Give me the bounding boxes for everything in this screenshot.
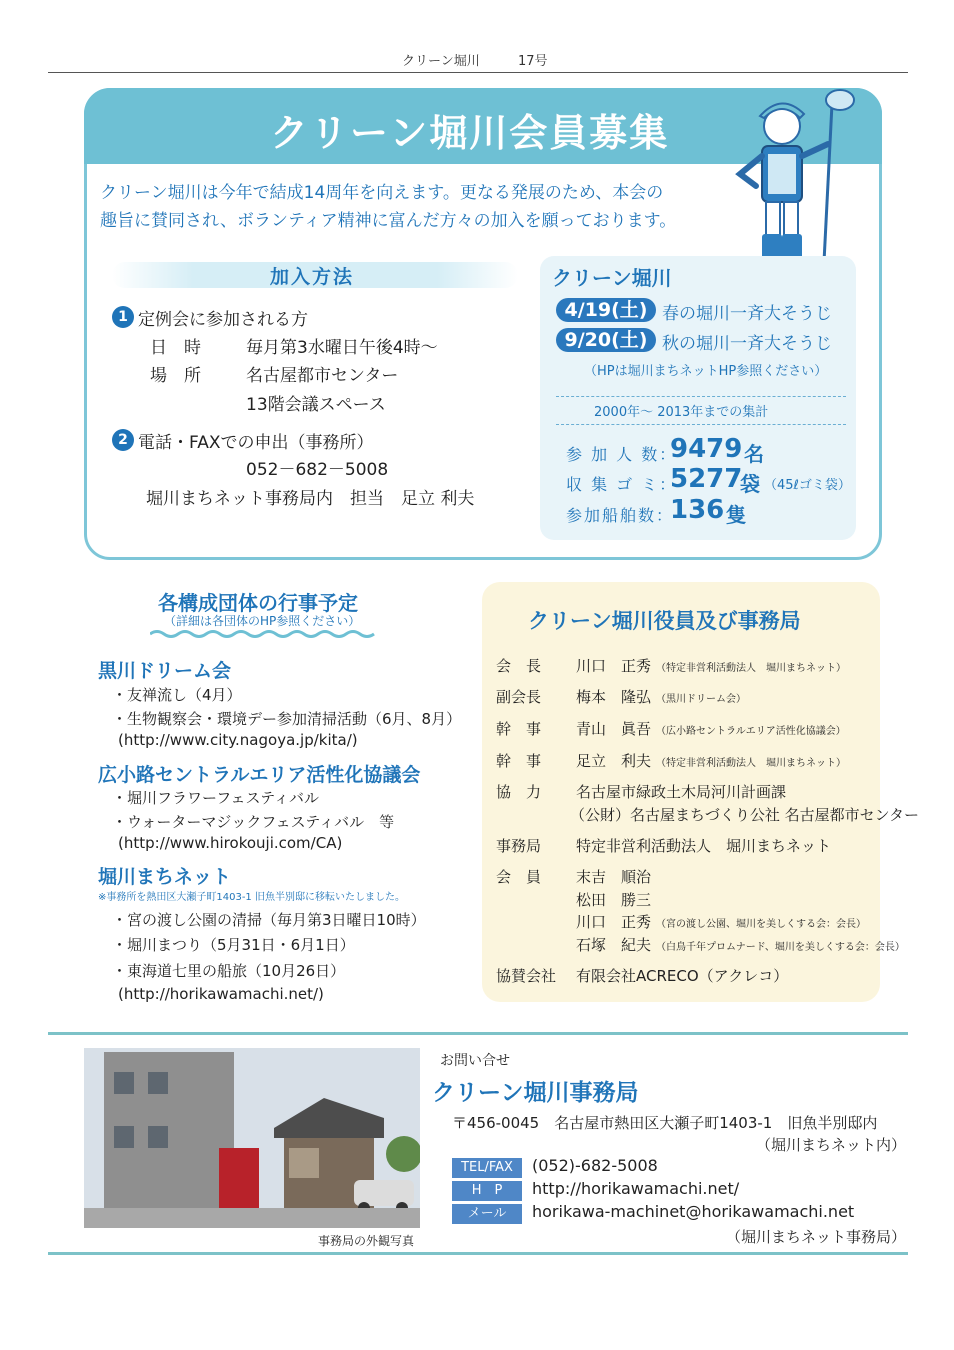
method-2-phone: 052－682－5008: [246, 460, 389, 480]
org-kurokawa-item-2: ・生物観察会・環境デー参加清掃活動（6月、8月）: [112, 710, 462, 728]
officer-affiliation: （特定非営利活動法人 堀川まちネット）: [656, 663, 846, 674]
org-hirokouji-item-2: ・ウォーターマジックフェスティバル 等: [112, 813, 395, 831]
org-horikawa-item-3: ・東海道七里の船旅（10月26日）: [112, 962, 346, 980]
hp-link[interactable]: http://horikawamachi.net/: [532, 1179, 740, 1198]
member-name: 川口 正秀: [576, 913, 652, 931]
wave-divider: [150, 629, 380, 639]
method-1-place-label: 場 所: [150, 366, 201, 386]
mail-note: （堀川まちネット事務局）: [726, 1228, 907, 1246]
tel-tag: TEL/FAX: [452, 1158, 522, 1178]
boats-value: 136: [670, 495, 725, 525]
issue-number: 17号: [518, 54, 548, 69]
cooperation-line-1: 名古屋市緑政土木局河川計画課: [576, 783, 787, 801]
event-date-autumn: 9/20(土): [556, 328, 656, 352]
org-kurokawa-item-1: ・友禅流し（4月）: [112, 686, 242, 704]
method-2-title: 電話・FAXでの申出（事務所）: [138, 433, 374, 453]
org-horikawa-name: 堀川まちネット: [98, 866, 232, 888]
stats-period: 2000年～ 2013年までの集計: [594, 405, 769, 420]
intro-line-1: クリーン堀川は今年で結成14周年を向えます。更なる発展のため、本会の: [100, 183, 664, 203]
participants-label: 参 加 人 数：: [566, 445, 678, 464]
events-subtitle: （詳細は各団体のHP参照ください）: [164, 614, 361, 628]
contact-pretitle: お問い合せ: [440, 1053, 510, 1069]
officer-role: 幹 事: [496, 720, 542, 738]
officer-affiliation: （特定非営利活動法人 堀川まちネット）: [656, 758, 846, 769]
org-hirokouji-item-1: ・堀川フラワーフェスティバル: [112, 789, 320, 807]
contact-address-note: （堀川まちネット内）: [756, 1136, 907, 1154]
org-horikawa-item-2: ・堀川まつり（5月31日・6月1日）: [112, 936, 355, 954]
member-affiliation: （白鳥千年プロムナード、堀川を美しくする会：会長）: [656, 942, 905, 953]
officer-name: 梅本 隆弘: [576, 688, 652, 706]
officers-title: クリーン堀川役員及び事務局: [528, 609, 801, 633]
boats-unit: 隻: [726, 503, 746, 527]
sponsor-role: 協賛会社: [496, 967, 557, 985]
footer-divider-top: [48, 1032, 908, 1035]
hp-note: （HPは堀川まちネットHP参照ください）: [584, 364, 828, 379]
boats-label: 参加船舶数：: [566, 506, 675, 525]
member-name: 松田 勝三: [576, 891, 652, 909]
intro-line-2: 趣旨に賛同され、ボランティア精神に富んだ方々の加入を願っております。: [100, 211, 677, 231]
stats-divider-top: [556, 396, 846, 397]
method-1-place-value: 名古屋都市センター: [246, 366, 399, 386]
officer-name: 川口 正秀: [576, 657, 652, 675]
mail-tag: メール: [452, 1204, 522, 1224]
footer-divider-bottom: [48, 1252, 908, 1255]
event-name-autumn: 秋の堀川一斉大そうじ: [662, 334, 832, 354]
garbage-unit: 袋: [740, 472, 760, 496]
officer-affiliation: （広小路セントラルエリア活性化協議会）: [656, 726, 846, 737]
stats-title: クリーン堀川: [552, 266, 672, 290]
member-name: 石塚 紀夫: [576, 936, 652, 954]
newsletter-name: クリーン堀川: [402, 54, 480, 69]
org-horikawa-note: ※事務所を熱田区大瀬子町1403-1 旧魚半別邸に移転いたしました。: [98, 892, 405, 903]
participants-unit: 名: [744, 442, 764, 466]
officer-name: 足立 利夫: [576, 752, 652, 770]
method-1-date-value: 毎月第3水曜日午後4時～: [246, 338, 438, 358]
method-2-number: 2: [112, 429, 134, 451]
member-name: 末吉 順治: [576, 868, 652, 886]
contact-title: クリーン堀川事務局: [432, 1080, 639, 1106]
officer-affiliation: （黒川ドリーム会）: [656, 694, 746, 705]
officer-role: 副会長: [496, 688, 542, 706]
sponsor-name: 有限会社ACRECO（アクレコ）: [576, 967, 789, 985]
method-1-date-label: 日 時: [150, 338, 201, 358]
office-photo: [84, 1048, 420, 1228]
office-name: 特定非営利活動法人 堀川まちネット: [576, 837, 832, 855]
photo-caption: 事務局の外観写真: [318, 1234, 415, 1248]
event-date-spring: 4/19(土): [556, 298, 656, 322]
org-horikawa-item-1: ・宮の渡し公園の清掃（毎月第3日曜日10時）: [112, 911, 426, 929]
officer-role: 幹 事: [496, 752, 542, 770]
tel-value[interactable]: (052)-682-5008: [532, 1156, 658, 1175]
cooperation-role: 協 力: [496, 783, 542, 801]
method-1-title: 定例会に参加される方: [138, 310, 308, 330]
stats-divider-bottom: [556, 424, 846, 425]
mascot-illustration: [720, 84, 870, 274]
officer-name: 青山 眞吾: [576, 720, 652, 738]
method-title: 加入方法: [270, 266, 355, 288]
officer-role: 会 長: [496, 657, 542, 675]
header-divider: [48, 72, 908, 73]
mail-link[interactable]: horikawa-machinet@horikawamachi.net: [532, 1202, 855, 1221]
office-role: 事務局: [496, 837, 542, 855]
org-kurokawa-name: 黒川ドリーム会: [98, 660, 232, 682]
hp-tag: H P: [452, 1181, 522, 1201]
cooperation-line-2: （公財）名古屋まちづくり公社 名古屋都市センター: [570, 806, 920, 824]
member-affiliation: （宮の渡し公園、堀川を美しくする会：会長）: [656, 919, 866, 930]
events-title: 各構成団体の行事予定: [158, 591, 358, 615]
recruit-title: クリーン堀川会員募集: [270, 111, 670, 155]
contact-address: 〒456-0045 名古屋市熱田区大瀬子町1403-1 旧魚半別邸内: [452, 1114, 878, 1132]
garbage-value: 5277: [670, 464, 743, 494]
participants-value: 9479: [670, 434, 743, 464]
members-role: 会 員: [496, 868, 542, 886]
garbage-note: （45ℓゴミ袋）: [764, 478, 851, 493]
method-2-contact: 堀川まちネット事務局内 担当 足立 利夫: [146, 489, 475, 509]
event-name-spring: 春の堀川一斉大そうじ: [662, 304, 832, 324]
org-kurokawa-url[interactable]: (http://www.city.nagoya.jp/kita/): [118, 731, 358, 749]
garbage-label: 収 集 ゴ ミ：: [566, 475, 678, 494]
org-hirokouji-name: 広小路セントラルエリア活性化協議会: [98, 764, 421, 786]
method-1-place-value-2: 13階会議スペース: [246, 395, 386, 415]
org-hirokouji-url[interactable]: (http://www.hirokouji.com/CA): [118, 834, 343, 852]
method-1-number: 1: [112, 306, 134, 328]
org-horikawa-url[interactable]: (http://horikawamachi.net/): [118, 985, 324, 1003]
